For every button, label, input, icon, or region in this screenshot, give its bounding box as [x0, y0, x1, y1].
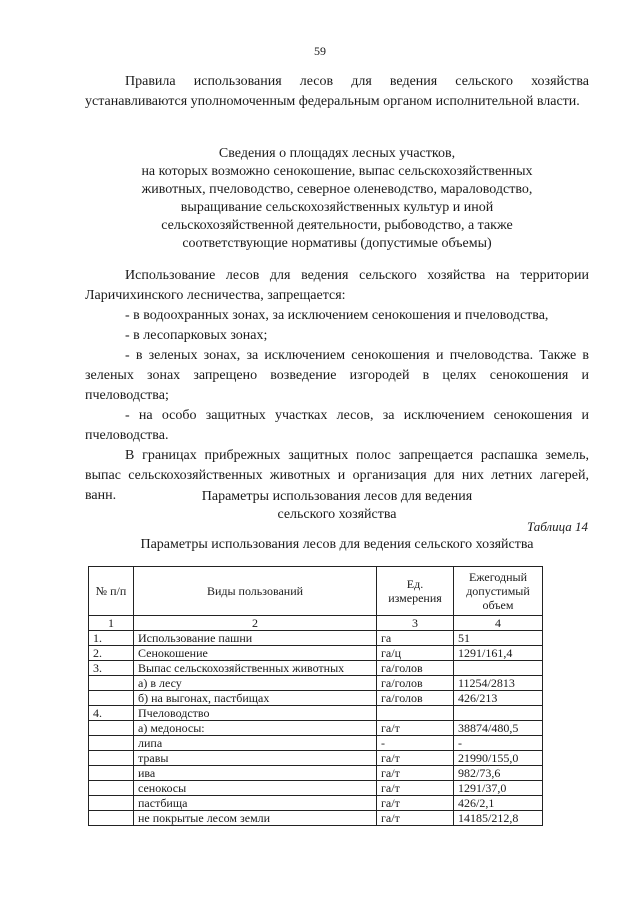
restriction-item: - в водоохранных зонах, за исключением сенокошения и пчеловодства,: [125, 308, 549, 323]
restriction-item: - в лесопарковых зонах;: [125, 328, 268, 343]
table-row: 4. Пчеловодство: [89, 706, 543, 721]
table-row: пастбища га/т 426/2,1: [89, 796, 543, 811]
column-number: 3: [377, 616, 454, 631]
table-row: липа - -: [89, 736, 543, 751]
table-row: б) на выгонах, пастбищах га/голов 426/213: [89, 691, 543, 706]
header-num: № п/п: [89, 567, 134, 616]
header-volume: Ежегодный допустимый объем: [454, 567, 543, 616]
section-heading: Сведения о площадях лесных участков, на которых возможно сенокошение, выпас сельскохозяйственных животных, пчеловодство, северное оленеводство, мараловодство, выращивание сельскохозяйственных культур и иной сельскохозяйственной деятельности, рыбоводство, а также соответствующие нормативы (допустимые объемы): [141, 146, 533, 251]
table-row: 3. Выпас сельскохозяйственных животных га/голов: [89, 661, 543, 676]
header-unit: Ед. измерения: [377, 567, 454, 616]
restriction-item: - в зеленых зонах, за исключением сенокошения и пчеловодства. Также в зеленых зонах запрещено возведение изгородей в целях сенокошения и пчеловодства;: [85, 348, 589, 403]
intro-paragraph: Правила использования лесов для ведения сельского хозяйства устанавливаются уполномоченным федеральным органом исполнительной власти.: [85, 74, 589, 109]
header-type: Виды пользований: [134, 567, 377, 616]
coastal-paragraph: В границах прибрежных защитных полос запрещается распашка земель, выпас сельскохозяйственных животных и организация для них летних лагерей, ванн.: [85, 448, 589, 503]
table-row: травы га/т 21990/155,0: [89, 751, 543, 766]
table-title: Параметры использования лесов для ведения сельского хозяйства: [140, 537, 534, 552]
usage-section: [85, 266, 589, 506]
table-row: 2. Сенокошение га/ц 1291/161,4: [89, 646, 543, 661]
page-number: 59: [314, 44, 326, 58]
table-row: а) медоносы: га/т 38874/480,5: [89, 721, 543, 736]
column-number: 1: [89, 616, 134, 631]
params-table: [88, 566, 543, 826]
table-row: 1. Использование пашни га 51: [89, 631, 543, 646]
table-row: ива га/т 982/73,6: [89, 766, 543, 781]
params-heading: Параметры использования лесов для ведения сельского хозяйства: [201, 489, 473, 522]
column-number: 2: [134, 616, 377, 631]
table-row: не покрытые лесом земли га/т 14185/212,8: [89, 811, 543, 826]
restriction-item: - на особо защитных участках лесов, за исключением сенокошения и пчеловодства.: [85, 408, 589, 443]
table-caption: Таблица 14: [526, 519, 588, 534]
usage-paragraph: Использование лесов для ведения сельского хозяйства на территории Ларичихинского лесничества, запрещается:: [85, 268, 589, 303]
table-row: сенокосы га/т 1291/37,0: [89, 781, 543, 796]
table-row: а) в лесу га/голов 11254/2813: [89, 676, 543, 691]
column-number: 4: [454, 616, 543, 631]
